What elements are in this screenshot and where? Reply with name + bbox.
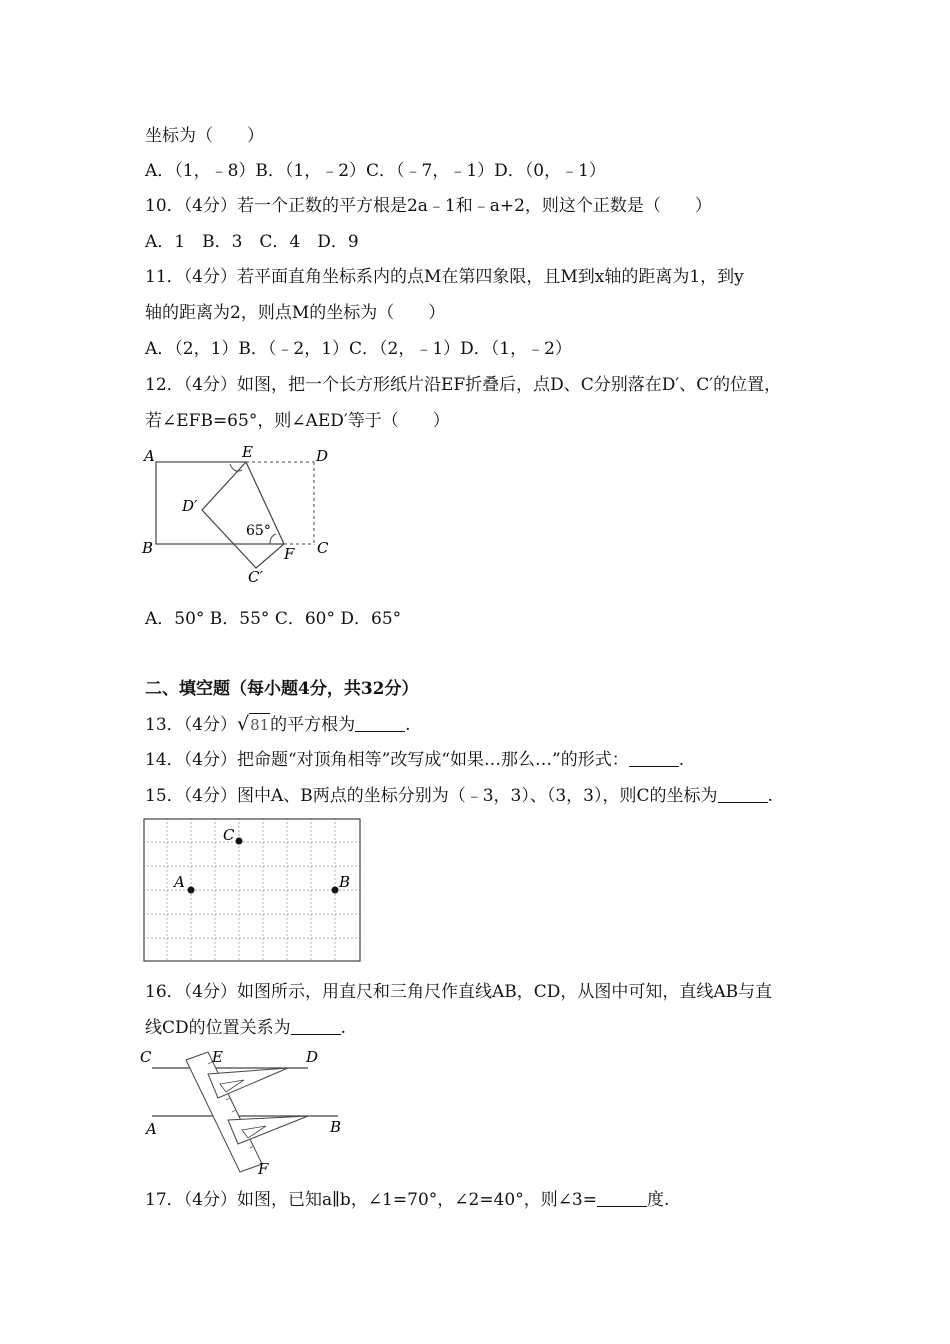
sqrt-radicand: 81 — [249, 713, 270, 736]
label-B: B — [330, 1118, 342, 1136]
label-D: D — [316, 447, 329, 465]
q16-period: . — [340, 1018, 347, 1038]
q14 — [145, 749, 684, 771]
label-D-prime: D′ — [182, 497, 198, 515]
label-A: A — [174, 873, 185, 891]
q15-text: 15．（4分）图中A、B两点的坐标分别为（﹣3，3）、（3，3），则C的坐标为 — [145, 786, 718, 806]
q15-answer-blank[interactable] — [718, 786, 768, 803]
folded-flap — [202, 462, 284, 568]
q13-period: . — [405, 715, 411, 735]
ruler — [186, 1052, 262, 1172]
q11-stem-2: 轴的距离为2，则点M的坐标为（ ） — [145, 303, 446, 323]
q13-prefix: 13．（4分） — [145, 715, 237, 735]
q14-text: 14．（4分）把命题“对顶角相等”改写成“如果…那么…”的形式： — [145, 750, 629, 770]
label-C: C — [317, 539, 329, 557]
q13-suffix: 的平方根为 — [270, 715, 356, 735]
label-angle-65: 65° — [246, 523, 271, 539]
q16 — [145, 1017, 346, 1039]
q16-stem-1: 16．（4分）如图所示，用直尺和三角尺作直线AB，CD，从图中可知，直线AB与直 — [145, 982, 773, 1002]
q12-stem-2: 若∠EFB=65°，则∠AED′等于（ ） — [145, 411, 450, 431]
q16-answer-blank[interactable] — [291, 1018, 341, 1035]
point-B — [332, 887, 339, 894]
q17-suffix: 度. — [647, 1190, 670, 1210]
q14-answer-blank[interactable] — [629, 750, 679, 767]
section-title: 二、填空题（每小题4分，共32分） — [145, 679, 419, 699]
q15-period: . — [767, 786, 773, 806]
label-B: B — [142, 539, 154, 557]
q17-answer-blank[interactable] — [597, 1190, 647, 1207]
q10-options: A．1 B．3 C．4 D．9 — [145, 232, 359, 252]
label-C: C — [140, 1048, 152, 1066]
q12-stem-1: 12．（4分）如图，把一个长方形纸片沿EF折叠后，点D、C分别落在D′、C′的位置， — [145, 375, 782, 395]
triangle-bottom — [228, 1116, 308, 1144]
label-B: B — [339, 873, 351, 891]
q13 — [145, 713, 411, 736]
q15-grid-figure — [143, 818, 361, 962]
label-A: A — [146, 1120, 157, 1138]
q12-fold-figure — [138, 440, 338, 590]
triangle-top — [208, 1068, 288, 1098]
label-E: E — [242, 443, 253, 461]
q17-prefix: 17．（4分）如图，已知a∥b，∠1=70°，∠2=40°，则∠3= — [145, 1190, 597, 1210]
q12-options: A．50° B．55° C．60° D．65° — [145, 609, 402, 629]
q10-stem: 10．（4分）若一个正数的平方根是2a﹣1和﹣a+2，则这个正数是（ ） — [145, 196, 712, 216]
label-F: F — [284, 545, 295, 563]
q14-period: . — [678, 750, 685, 770]
label-C: C — [223, 826, 235, 844]
q13-answer-blank[interactable] — [355, 715, 405, 732]
label-F: F — [258, 1160, 269, 1178]
point-C — [236, 838, 243, 845]
q16-ruler-figure — [138, 1046, 358, 1178]
q9-tail: 坐标为（ ） — [145, 126, 264, 146]
label-C-prime: C′ — [248, 568, 263, 586]
point-A — [188, 887, 195, 894]
q17 — [145, 1189, 669, 1211]
q16-text: 线CD的位置关系为 — [145, 1018, 291, 1038]
q11-options: A．（2，1）B．（﹣2，1）C．（2，﹣1）D．（1，﹣2） — [145, 339, 572, 359]
q15 — [145, 785, 773, 807]
q9-options: A．（1，﹣8）B．（1，﹣2）C．（﹣7，﹣1）D．（0，﹣1） — [145, 161, 606, 181]
label-D: D — [306, 1048, 319, 1066]
q11-stem-1: 11．（4分）若平面直角坐标系内的点M在第四象限，且M到x轴的距离为1，到y — [145, 267, 744, 287]
label-E: E — [212, 1048, 223, 1066]
sqrt-81: √81 — [236, 713, 270, 735]
label-A: A — [144, 447, 155, 465]
